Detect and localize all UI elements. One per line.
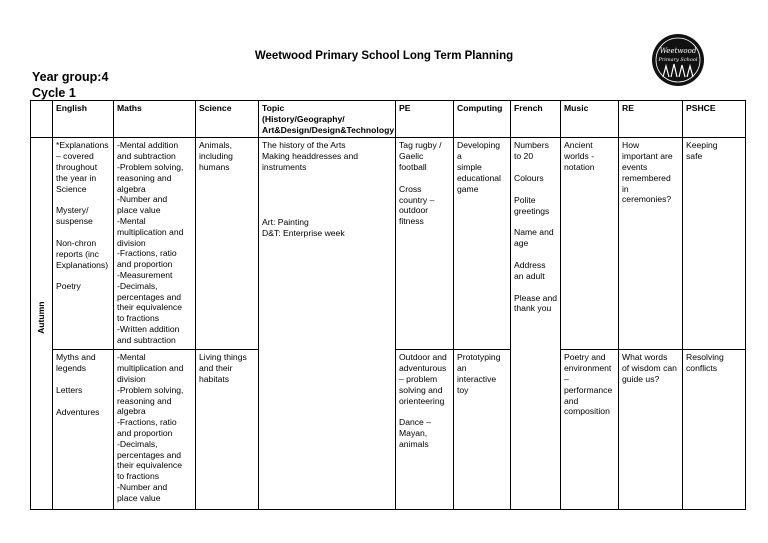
line-gap [514, 216, 557, 227]
cell-line: -Problem solving, [117, 161, 184, 172]
svg-text:Primary School: Primary School [658, 57, 698, 63]
line-gap [262, 184, 392, 195]
cell-line: country – [399, 194, 435, 205]
cell-line: performance [564, 384, 613, 395]
cell-line: simple [457, 161, 482, 172]
cell-line: important are [622, 151, 673, 162]
cell-line: legends [56, 363, 87, 374]
cell-line: an [457, 363, 467, 374]
cell-music [561, 138, 619, 350]
cell-line: – covered [56, 151, 94, 162]
line-gap [399, 173, 450, 184]
planning-table [30, 100, 746, 510]
cell-line: and their [199, 363, 233, 374]
cell-re [619, 138, 683, 350]
cell-line: Cross [399, 183, 422, 194]
cell-line: Address [514, 259, 546, 270]
cell-line: to fractions [117, 471, 160, 482]
school-logo [651, 33, 705, 87]
cell-line: toy [457, 384, 469, 395]
table-row [31, 138, 746, 350]
cell-line: and proportion [117, 259, 173, 270]
cell-maths [114, 350, 196, 510]
cell-line: multiplication and [117, 226, 184, 237]
col-french: French [511, 101, 561, 138]
cell-line: Resolving [686, 352, 724, 363]
cell-line: habitats [199, 373, 230, 384]
line-gap [514, 249, 557, 260]
cell-line: reports (inc [56, 248, 99, 259]
cell-line: -Written addition [117, 323, 180, 334]
cell-music [561, 350, 619, 510]
line-gap [56, 194, 110, 205]
cell-line: the year in [56, 172, 97, 183]
cell-line: in [622, 183, 629, 194]
cycle-label: Cycle 1 [32, 86, 76, 100]
cell-line: worlds - [564, 151, 595, 162]
cell-line: orienteering [399, 395, 445, 406]
cell-science [196, 350, 259, 510]
cell-line: solving and [399, 384, 443, 395]
cell-line: fitness [399, 216, 424, 227]
cell-line: Art: Painting [262, 216, 309, 227]
cell-line: interactive [457, 373, 497, 384]
cell-line: Adventures [56, 406, 100, 417]
line-gap [262, 195, 392, 206]
cell-line: -Mental addition [117, 140, 179, 151]
cell-pshce [683, 350, 746, 510]
cell-line: -Fractions, ratio [117, 417, 177, 428]
cell-line: Myths and [56, 352, 96, 363]
cell-line: Ancient [564, 140, 593, 151]
line-gap [514, 184, 557, 195]
cell-line: Name and [514, 227, 554, 238]
cell-line: and proportion [117, 427, 173, 438]
page-title: Weetwood Primary School Long Term Planning [254, 50, 514, 62]
line-gap [56, 270, 110, 281]
cell-line: -Decimals, [117, 280, 158, 291]
cell-line: composition [564, 406, 610, 417]
line-gap [56, 227, 110, 238]
cell-pshce [683, 138, 746, 350]
col-topic [259, 101, 396, 138]
col-computing: Computing [454, 101, 511, 138]
cell-line: Numbers [514, 140, 549, 151]
cell-line: Explanations) [56, 259, 109, 270]
cell-line: Dance – [399, 417, 432, 428]
cell-line: suspense [56, 216, 93, 227]
col-science: Science [196, 101, 259, 138]
term-label: Autumn [36, 301, 47, 335]
cell-line: Poetry [56, 281, 81, 292]
cell-line: to fractions [117, 313, 160, 324]
cell-pe [396, 350, 454, 510]
cell-line: their equivalence [117, 302, 182, 313]
cell-line: throughout [56, 161, 98, 172]
cell-line: multiplication and [117, 363, 184, 374]
cell-line: including [199, 151, 233, 162]
cell-line: environment [564, 363, 612, 374]
cell-line: events [622, 161, 648, 172]
cell-line: Colours [514, 172, 544, 183]
header-row [31, 101, 746, 138]
cell-line: notation [564, 161, 595, 172]
term-cell [31, 138, 53, 510]
cell-line: Prototyping [457, 352, 501, 363]
col-pe: PE [396, 101, 454, 138]
cell-line: and subtraction [117, 151, 176, 162]
cell-line: game [457, 183, 479, 194]
cell-line: Please and [514, 292, 558, 303]
cell-computing [454, 350, 511, 510]
cell-line: to 20 [514, 151, 534, 162]
cell-maths [114, 138, 196, 350]
col-pshce: PSHCE [683, 101, 746, 138]
cell-topic [259, 138, 396, 510]
cell-line: remembered [622, 172, 671, 183]
topic-header-line: Art&Design/Design&Technology [262, 124, 395, 135]
cell-line: an adult [514, 270, 545, 281]
cell-line: Gaelic [399, 151, 424, 162]
line-gap [262, 173, 392, 184]
cell-line: thank you [514, 303, 552, 314]
cell-line: safe [686, 151, 703, 162]
cell-pe [396, 138, 454, 350]
cell-line: guide us? [622, 373, 660, 384]
cell-line: Living things [199, 352, 247, 363]
line-gap [514, 162, 557, 173]
cell-line: and [564, 395, 579, 406]
cell-line: division [117, 237, 146, 248]
cell-line: Poetry and [564, 352, 606, 363]
svg-text:Weetwood: Weetwood [659, 47, 697, 55]
cell-line: their equivalence [117, 460, 182, 471]
cell-line: percentages and [117, 291, 182, 302]
cell-line: -Problem solving, [117, 384, 184, 395]
cell-line: algebra [117, 183, 146, 194]
cell-line: -Fractions, ratio [117, 248, 177, 259]
line-gap [56, 374, 110, 385]
cell-line: and subtraction [117, 334, 176, 345]
line-gap [399, 406, 450, 417]
cell-line: age [514, 238, 529, 249]
cell-line: conflicts [686, 363, 718, 374]
cell-line: animals [399, 438, 429, 449]
cell-line: -Number and [117, 194, 168, 205]
cell-re [619, 350, 683, 510]
line-gap [262, 206, 392, 217]
cell-line: ceremonies? [622, 194, 672, 205]
cell-line: reasoning and [117, 172, 172, 183]
cell-line: – problem [399, 373, 438, 384]
cell-french [511, 138, 561, 510]
corner-cell [31, 101, 53, 138]
cell-line: Polite [514, 194, 536, 205]
cell-line: Mystery/ [56, 205, 89, 216]
cell-line: Non-chron [56, 237, 97, 248]
cell-line: algebra [117, 406, 146, 417]
cell-line: percentages and [117, 449, 182, 460]
cell-english [53, 350, 114, 510]
cell-line: Keeping [686, 140, 718, 151]
cell-line: -Number and [117, 481, 168, 492]
cell-line: -Mental [117, 215, 146, 226]
col-music: Music [561, 101, 619, 138]
col-maths: Maths [114, 101, 196, 138]
topic-header-line: Topic [262, 103, 285, 113]
cell-line: educational [457, 172, 501, 183]
cell-line: place value [117, 492, 161, 503]
cell-line: adventurous [399, 363, 447, 374]
cell-science [196, 138, 259, 350]
cell-line: Developing a [457, 140, 500, 162]
year-group: Year group:4 [32, 70, 109, 84]
cell-line: division [117, 373, 146, 384]
cell-line: Letters [56, 384, 83, 395]
cell-line: -Mental [117, 352, 146, 363]
col-re: RE [619, 101, 683, 138]
cell-line: -Measurement [117, 269, 173, 280]
cell-line: Animals, [199, 140, 232, 151]
cell-line: -Decimals, [117, 438, 158, 449]
cell-line: Outdoor and [399, 352, 447, 363]
topic-header-line: (History/Geography/ [262, 113, 345, 124]
cell-line: Tag rugby / [399, 140, 442, 151]
cell-line: place value [117, 205, 161, 216]
cell-line: Making headdresses and [262, 151, 359, 162]
cell-line: *Explanations [56, 140, 109, 151]
cell-line: instruments [262, 161, 307, 172]
col-english: English [53, 101, 114, 138]
cell-computing [454, 138, 511, 350]
cell-line: D&T: Enterprise week [262, 227, 345, 238]
cell-line: football [399, 161, 427, 172]
cell-line: How [622, 140, 640, 151]
cell-line: greetings [514, 205, 550, 216]
cell-line: Mayan, [399, 428, 428, 439]
line-gap [514, 282, 557, 293]
cell-line: The history of the Arts [262, 140, 346, 151]
cell-line: humans [199, 161, 230, 172]
cell-english [53, 138, 114, 350]
cell-line: outdoor [399, 205, 429, 216]
cell-line: of wisdom can [622, 363, 677, 374]
line-gap [56, 396, 110, 407]
cell-line: reasoning and [117, 395, 172, 406]
cell-line: What words [622, 352, 668, 363]
cell-line: Science [56, 183, 87, 194]
cell-line: – [564, 373, 569, 384]
